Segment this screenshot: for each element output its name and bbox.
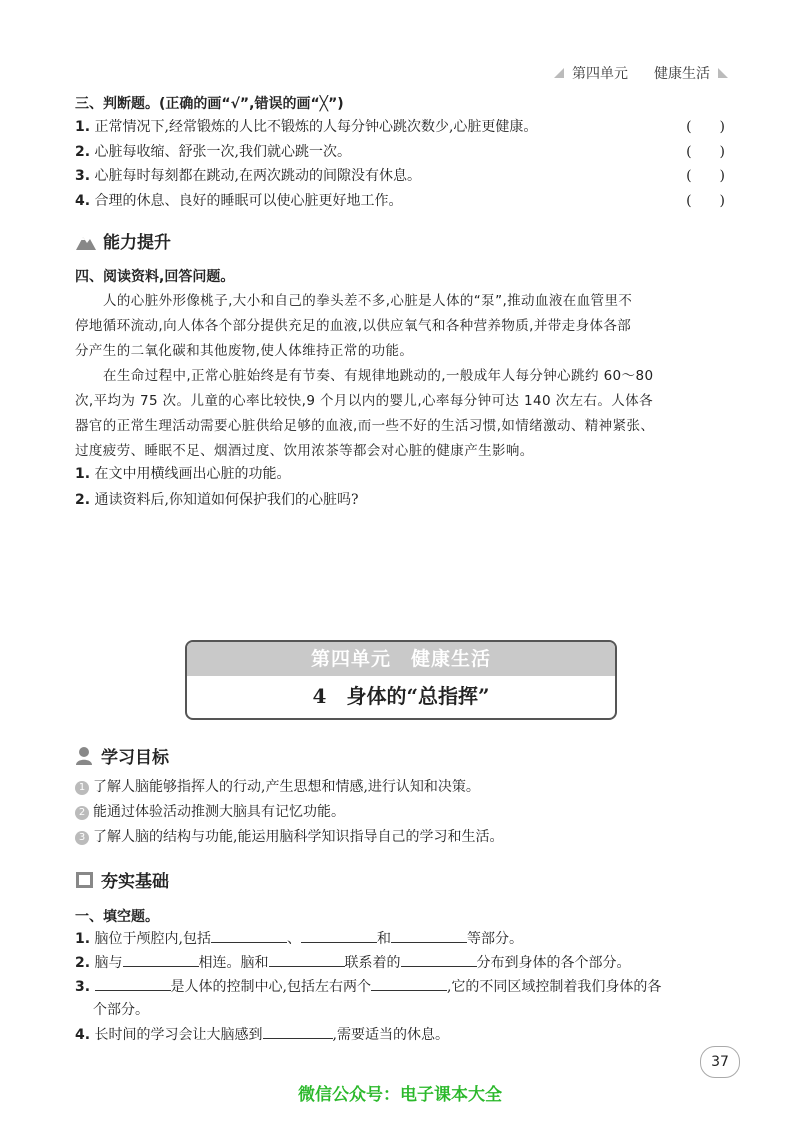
header-left-triangle-icon — [554, 68, 564, 78]
lesson-title: 4 身体的“总指挥” — [312, 684, 490, 708]
passage-line: 器官的正常生理活动需要心脏供给足够的血液,而一些不好的生活习惯,如情绪激动、精神紧张、 — [75, 418, 655, 434]
answer-paren[interactable]: ( ) — [686, 168, 725, 184]
answer-blank[interactable] — [211, 928, 287, 943]
answer-blank[interactable] — [95, 976, 171, 991]
goal-item-3: 3 了解人脑的结构与功能,能运用脑科学知识指导自己的学习和生活。 — [75, 827, 503, 847]
number-circle-icon: 1 — [75, 781, 89, 795]
passage-line: 次,平均为 75 次。儿童的心率比较快,9 个月以内的婴儿,心率每分钟可达 140 次左右。人体各 — [75, 393, 653, 409]
reading-passage — [75, 289, 735, 464]
fill-item-1: 1. 脑位于颅腔内,包括 、 和 等部分。 — [75, 928, 523, 949]
answer-blank[interactable] — [263, 1024, 333, 1039]
reading-title: 四、阅读资料,回答问题。 — [75, 269, 235, 285]
header-topic: 健康生活 — [654, 66, 710, 82]
passage-line: 过度疲劳、睡眠不足、烟酒过度、饮用浓茶等都会对心脏的健康产生影响。 — [75, 443, 534, 459]
answer-blank[interactable] — [401, 952, 477, 967]
fill-item-3: 3. 是人体的控制中心,包括左右两个 ,它的不同区域控制着我们身体的各 — [75, 976, 661, 997]
header-unit: 第四单元 — [572, 66, 628, 82]
answer-blank[interactable] — [123, 952, 199, 967]
answer-paren[interactable]: ( ) — [686, 119, 725, 135]
fill-item-2: 2. 脑与 相连。脑和 联系着的 分布到身体的各个部分。 — [75, 952, 631, 973]
passage-line: 人的心脏外形像桃子,大小和自己的拳头差不多,心脏是人体的“泵”,推动血液在血管里不 — [103, 293, 633, 309]
header-right-triangle-icon — [718, 68, 728, 78]
fill-item-4: 4. 长时间的学习会让大脑感到 ,需要适当的休息。 — [75, 1024, 449, 1045]
footer-watermark: 微信公众号：电子课本大全 — [298, 1085, 502, 1105]
page-number: 37 — [700, 1046, 740, 1078]
goals-heading: 学习目标 — [75, 743, 169, 768]
passage-line: 在生命过程中,正常心脏始终是有节奏、有规律地跳动的,一般成年人每分钟心跳约 60～80 — [103, 368, 654, 384]
judge-item-1: 1. 正常情况下,经常锻炼的人比不锻炼的人每分钟心跳次数少,心脏更健康。 ( ) — [75, 119, 725, 135]
goal-item-2: 2 能通过体验活动推测大脑具有记忆功能。 — [75, 802, 345, 822]
ability-heading: 能力提升 — [75, 228, 171, 253]
basics-heading: 夯实基础 — [75, 867, 169, 892]
passage-line: 分产生的二氧化碳和其他废物,使人体维持正常的功能。 — [75, 343, 414, 359]
goal-item-1: 1 了解人脑能够指挥人的行动,产生思想和情感,进行认知和决策。 — [75, 777, 480, 797]
judge-item-4: 4. 合理的休息、良好的睡眠可以使心脏更好地工作。 ( ) — [75, 193, 725, 209]
answer-blank[interactable] — [269, 952, 345, 967]
answer-blank[interactable] — [301, 928, 377, 943]
running-header — [554, 63, 728, 83]
answer-blank[interactable] — [371, 976, 447, 991]
judge-item-2: 2. 心脏每收缩、舒张一次,我们就心跳一次。 ( ) — [75, 144, 725, 160]
judge-item-3: 3. 心脏每时每刻都在跳动,在两次跳动的间隙没有休息。 ( ) — [75, 168, 725, 184]
judge-title: 三、判断题。(正确的画“√”,错误的画“╳”) — [75, 96, 344, 112]
lesson-title-box — [185, 640, 617, 720]
answer-paren[interactable]: ( ) — [686, 193, 725, 209]
book-icon — [75, 870, 95, 890]
answer-blank[interactable] — [391, 928, 467, 943]
mountain-icon — [75, 231, 97, 251]
passage-line: 停地循环流动,向人体各个部分提供充足的血液,以供应氧气和各种营养物质,并带走身体各部 — [75, 318, 632, 334]
reading-question-2: 2. 通读资料后,你知道如何保护我们的心脏吗? — [75, 492, 359, 508]
reading-question-1: 1. 在文中用横线画出心脏的功能。 — [75, 466, 291, 482]
fill-title: 一、填空题。 — [75, 909, 159, 925]
person-icon — [75, 746, 95, 766]
answer-paren[interactable]: ( ) — [686, 144, 725, 160]
number-circle-icon: 3 — [75, 831, 89, 845]
number-circle-icon: 2 — [75, 806, 89, 820]
unit-title: 第四单元 健康生活 — [187, 642, 615, 676]
fill-item-3-cont: 个部分。 — [93, 1002, 149, 1018]
